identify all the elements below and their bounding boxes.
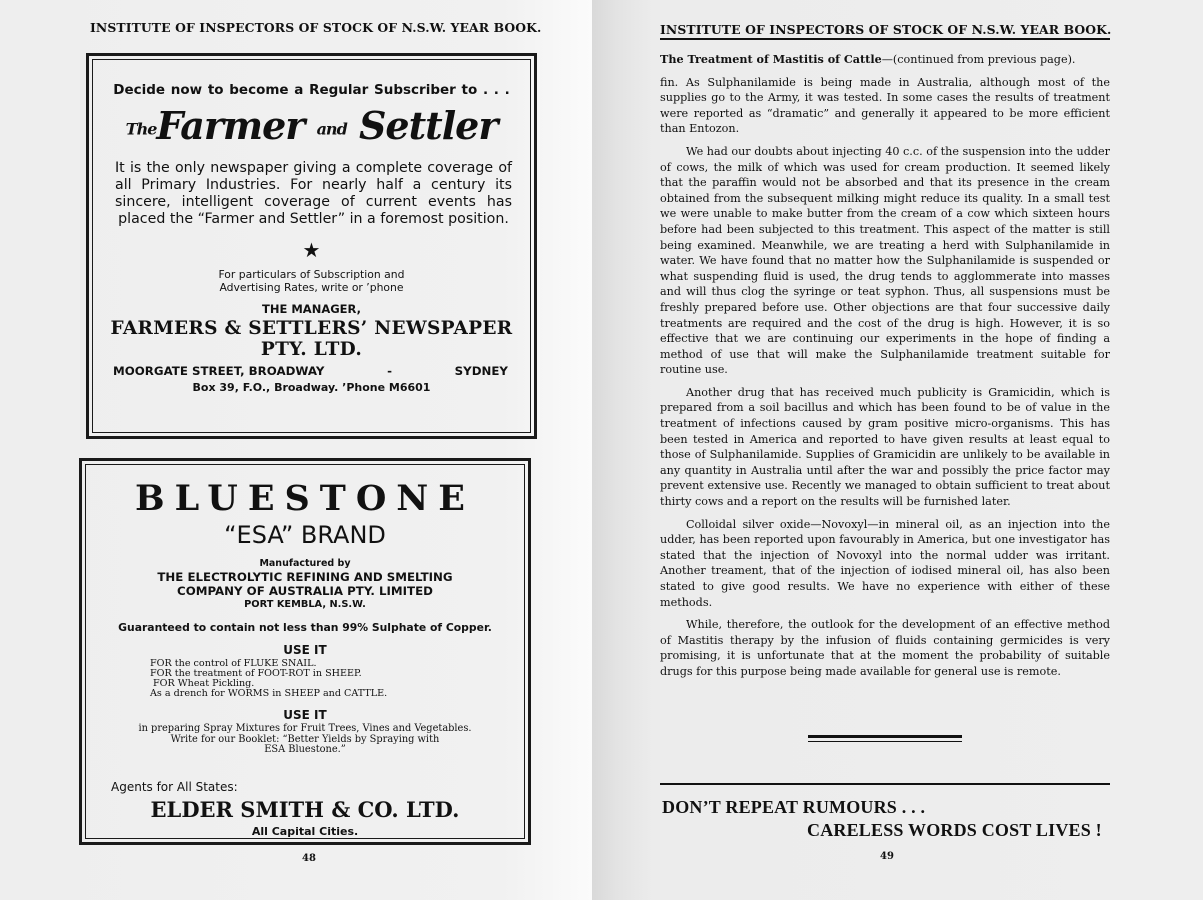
- use-it-heading: USE IT: [283, 643, 327, 657]
- manager-label: THE MANAGER,: [262, 301, 361, 316]
- article-title: The Treatment of Mastitis of Cattle: [660, 52, 882, 66]
- article-paragraph: While, therefore, the outlook for the development of an effective method of Mastitis therapy by the infusion of fluids containing germicides is very promising, it is unfortunate that at the moment the probability of suitable drugs for this purpose being made available for general use is remote.: [660, 618, 1110, 678]
- agents-label: Agents for All States:: [111, 779, 238, 794]
- star-icon: ★: [302, 237, 321, 262]
- use-item: As a drench for WORMS in SHEEP and CATTLE.: [150, 688, 388, 699]
- left-page: [0, 0, 592, 900]
- bluestone-title: BLUESTONE: [135, 478, 475, 519]
- brand-name: “ESA” BRAND: [224, 521, 386, 549]
- use-it-heading: USE IT: [283, 708, 327, 722]
- spray-text: in preparing Spray Mixtures for Fruit Trees, Vines and Vegetables. Write for our Booklet: “Better Yields by Spraying with ESA Bluestone.”: [138, 723, 472, 755]
- article-paragraph: Colloidal silver oxide—Novoxyl—in mineral oil, as an injection into the udder, has been reported upon favourably in America, but one investigator has stated that the injection of Novoxyl into the normal udder was irritant. Another treament, that of the injection of iodised mineral oil, has also been stated to give good results. We have no experience with either of these methods.: [660, 517, 1110, 609]
- horizontal-rule: [660, 783, 1110, 785]
- agent-name: ELDER SMITH & CO. LTD.: [150, 796, 460, 822]
- publisher-box-phone: Box 39, F.O., Broadway. ’Phone M6601: [192, 380, 431, 394]
- farmer-settler-logo: TheFarmer and Settler: [125, 103, 498, 148]
- slogan-line-2: CARELESS WORDS COST LIVES !: [807, 820, 1102, 840]
- guarantee-text: Guaranteed to contain not less than 99% Sulphate of Copper.: [118, 621, 492, 634]
- slogan-line-1: DON’T REPEAT RUMOURS . . .: [662, 797, 926, 817]
- article-paragraph: We had our doubts about injecting 40 c.c. of the suspension into the udder of cows, the milk of which was used for cream production. It seemed likely that the paraffin would not be absorbed and that its presence in the cream obtained from the subsequent milking might reduce its quality. In a small test we were unable to make butter from the cream of a cow which sixteen hours before had been subjected to this treatment. This aspect of the matter is still being examined. Meanwhile, we are treating a herd with Sulphanilamide in water. We have found that no matter how the Sulphanilamide is suspended or what suspending fluid is used, the drug tends to agglommerate into masses and will thus clog the syringe or teat syphon. Thus, all suspensions must be freshly prepared before use. Other objections are that four successive daily treatments are required and the cost of the drug is high. However, it is so effective that we are continuing our experiments in the hope of finding a method of use that will make the Sulphanilamide treatment suitable for routine use.: [660, 144, 1110, 377]
- publisher-address: MOORGATE STREET, BROADWAY - SYDNEY: [113, 363, 508, 378]
- particulars-text: For particulars of Subscription and Advertising Rates, write or ’phone: [218, 267, 405, 294]
- article-heading: [660, 52, 1110, 68]
- farmer-settler-advertisement: [86, 53, 537, 439]
- use-item: FOR Wheat Pickling.: [153, 678, 255, 689]
- uses-list: [150, 659, 524, 699]
- article-continuation-note: —(continued from previous page).: [881, 53, 1076, 66]
- ad-blurb: It is the only newspaper giving a complete coverage of all Primary Industries. For nearly half a century its sincere, intelligent coverage of current events has placed the “Farmer and Settler” in a foremost position.: [115, 159, 512, 227]
- use-item: FOR the treatment of FOOT-ROT in SHEEP.: [150, 668, 362, 679]
- manufacturer-location: PORT KEMBLA, N.S.W.: [244, 599, 366, 610]
- article-paragraph: fin. As Sulphanilamide is being made in Australia, although most of the supplies go to the Army, it was tested. In some cases the results of treatment were reported as “dramatic” and generally it appeared to be more efficient than Entozon.: [660, 75, 1110, 136]
- article-body: [660, 52, 1110, 687]
- manufactured-by-label: Manufactured by: [259, 558, 351, 569]
- use-item: FOR the control of FLUKE SNAIL.: [150, 658, 317, 669]
- manufacturer-name: THE ELECTROLYTIC REFINING AND SMELTING COMPANY OF AUSTRALIA PTY. LIMITED: [157, 570, 453, 598]
- running-head: INSTITUTE OF INSPECTORS OF STOCK OF N.S.W. YEAR BOOK.: [90, 20, 542, 35]
- article-paragraph: Another drug that has received much publicity is Gramicidin, which is prepared from a soil bacillus and which has been found to be of value in the treatment of infections caused by gram positive micro-organisms. This has been tested in America and reported to have given results at least equal to those of Sulphanilamide. Supplies of Gramicidin are unlikely to be available in any quantity in Australia until after the war and possibly the price factor may prevent extensive use. Recently we managed to obtain sufficient to treat about thirty cows and a report on the results will be furnished later.: [660, 385, 1110, 509]
- ad-headline: Decide now to become a Regular Subscriber to . . .: [113, 82, 510, 98]
- agent-locations: All Capital Cities.: [251, 824, 359, 838]
- page-number: 49: [880, 851, 894, 862]
- publisher-name: FARMERS & SETTLERS’ NEWSPAPER PTY. LTD.: [110, 317, 513, 360]
- bluestone-advertisement: [79, 458, 531, 845]
- running-head: INSTITUTE OF INSPECTORS OF STOCK OF N.S.W. YEAR BOOK.: [660, 22, 1110, 40]
- section-divider: [808, 735, 962, 742]
- page-number: 48: [302, 853, 316, 864]
